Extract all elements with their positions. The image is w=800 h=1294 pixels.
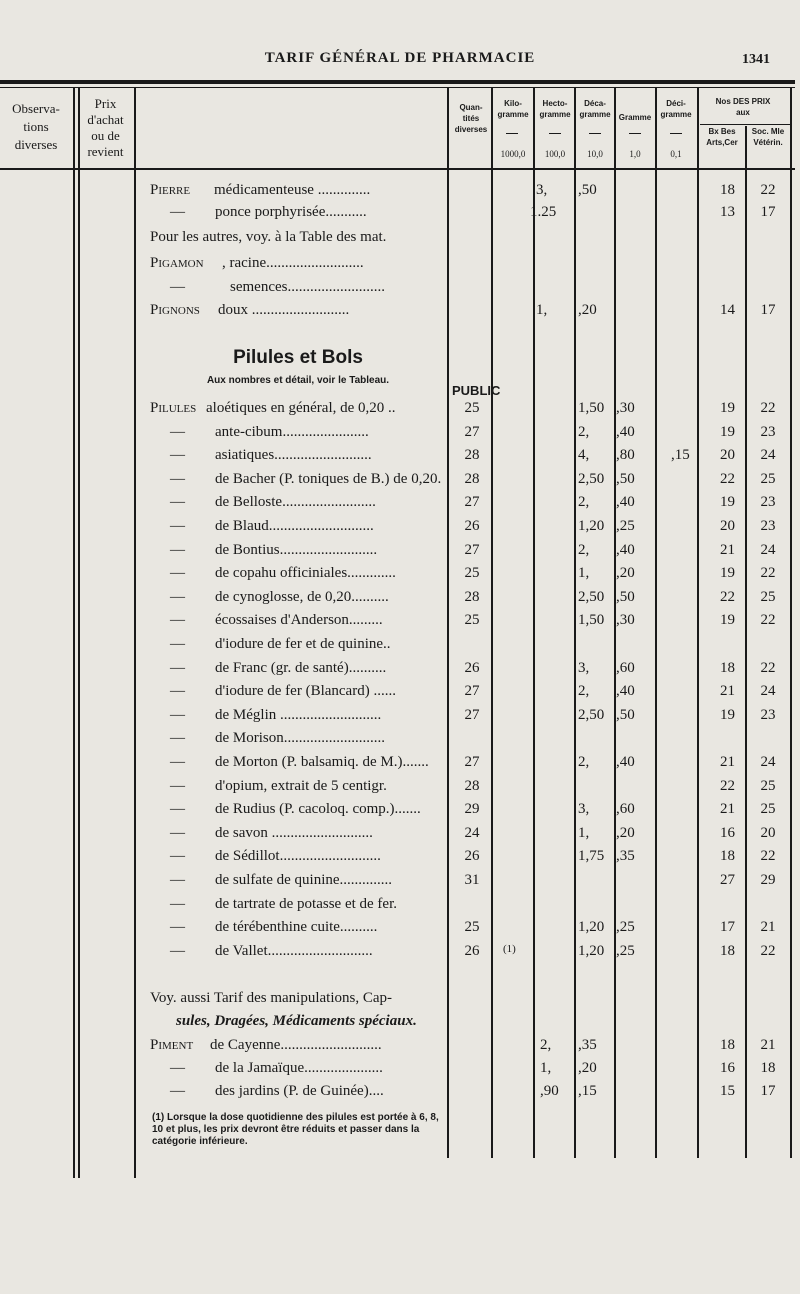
- nos-soc-cell: 29: [760, 872, 776, 888]
- entry-label: Pigamon: [150, 255, 204, 271]
- table-row: [0, 182, 800, 202]
- nos-arts-cell: 19: [720, 400, 735, 416]
- table-row: [0, 683, 800, 703]
- deca-cell: 1,20: [578, 942, 605, 959]
- ditto-dash: —: [170, 919, 185, 936]
- table-row: [0, 730, 800, 750]
- entry-name: écossaises d'Anderson.........: [215, 612, 383, 629]
- gramme-cell: ,60: [616, 659, 635, 676]
- entry-name: de térébenthine cuite..........: [215, 919, 378, 936]
- page-header-title: TARIF GÉNÉRAL DE PHARMACIE: [264, 50, 536, 66]
- nos-soc-cell: 22: [760, 659, 776, 676]
- entry-name: ponce porphyrisée...........: [215, 204, 367, 220]
- kilo-cell: (1): [503, 942, 516, 955]
- quantites-header: Quan- tités diverses: [454, 103, 488, 134]
- section-subtitle: Aux nombres et détail, voir le Tableau.: [206, 375, 390, 386]
- deca-cell: ,50: [578, 182, 597, 198]
- gramme-cell: ,40: [616, 683, 635, 700]
- nos-arts-cell: 21: [720, 541, 735, 558]
- entry-name: d'iodure de fer et de quinine..: [215, 636, 391, 652]
- ditto-dash: —: [170, 279, 185, 295]
- table-row: [0, 424, 800, 444]
- table-row: [0, 990, 800, 1010]
- table-row: [0, 612, 800, 632]
- entry-label: Pierre: [150, 182, 191, 198]
- nos-soc-cell: 21: [760, 919, 776, 936]
- deca-cell: 2,50: [578, 470, 605, 487]
- entry-name: de Blaud............................: [215, 518, 374, 534]
- gramme-cell: ,50: [616, 470, 635, 487]
- nos-arts-cell: 19: [720, 706, 735, 723]
- table-row: [0, 279, 800, 299]
- ditto-dash: —: [170, 541, 185, 558]
- entry-name: de Morison...........................: [215, 730, 385, 747]
- table-row: [0, 518, 800, 538]
- ditto-dash: —: [170, 588, 185, 605]
- ditto-dash: —: [170, 1083, 185, 1099]
- nos-arts-cell: 18: [720, 659, 735, 676]
- nos-arts-cell: 18: [720, 942, 735, 959]
- nos-prix-header: Nos DES PRIX aux: [715, 97, 771, 117]
- header-rule-bottom: [0, 168, 795, 170]
- nos-soc-cell: 18: [760, 1060, 776, 1076]
- deca-cell: 1,50: [578, 400, 605, 416]
- nos-arts-cell: 21: [720, 801, 735, 818]
- nos-arts-cell: 14: [720, 302, 735, 318]
- entry-name: semences..........................: [230, 279, 385, 295]
- header-rule-top: [0, 80, 795, 84]
- gramme-cell: ,25: [616, 518, 635, 534]
- entry-name: aloétiques en général, de 0,20 ..: [206, 400, 396, 416]
- table-row: [0, 801, 800, 821]
- ditto-dash: —: [170, 204, 185, 220]
- deca-cell: 2,: [578, 683, 590, 700]
- gramme-value: 1,0: [629, 149, 641, 159]
- entry-name: de Vallet............................: [215, 942, 373, 959]
- nos-arts-cell: 22: [720, 470, 735, 487]
- ditto-dash: —: [170, 824, 185, 841]
- ditto-dash: —: [170, 565, 185, 582]
- table-row: [0, 778, 800, 798]
- table-row: [0, 1060, 800, 1080]
- table-row: [0, 589, 800, 609]
- ditto-dash: —: [170, 777, 185, 794]
- nos-arts-cell: 18: [720, 1037, 735, 1053]
- nos-arts-cell: 19: [720, 423, 735, 440]
- ditto-dash: —: [170, 518, 185, 534]
- hecto-cell: 1,: [540, 1060, 552, 1076]
- ditto-dash: —: [170, 801, 185, 818]
- footnote: (1) Lorsque la dose quotidienne des pilules est portée à 6, 8, 10 et plus, les prix devront être réduits et passer dans la catégorie inférieure.: [152, 1112, 439, 1147]
- entry-name: de Morton (P. balsamiq. de M.).......: [215, 754, 429, 770]
- table-row: [0, 943, 800, 963]
- deca-cell: 3,: [578, 659, 590, 676]
- gramme-header: Gramme: [618, 113, 652, 122]
- quantite-cell: 24: [464, 824, 480, 841]
- nos-arts-cell: 16: [720, 824, 735, 841]
- nos-soc-cell: 22: [760, 848, 776, 865]
- entry-name: doux ..........................: [218, 302, 350, 318]
- gramme-cell: ,30: [616, 400, 635, 416]
- table-row: [0, 229, 800, 249]
- ditto-dash: —: [170, 942, 185, 959]
- nos-soc-cell: 23: [760, 494, 776, 511]
- deca-cell: ,35: [578, 1037, 597, 1053]
- table-row: [0, 471, 800, 491]
- quantite-cell: 26: [464, 942, 480, 959]
- nos-arts-cell: 19: [720, 565, 735, 582]
- ditto-dash: —: [170, 659, 185, 676]
- entry-name: de copahu officiniales.............: [215, 565, 396, 582]
- hecto-cell: ,90: [540, 1083, 559, 1099]
- nos-soc-cell: 25: [760, 777, 776, 794]
- deca-cell: 2,: [578, 494, 590, 511]
- header-rule-top-thin: [0, 87, 795, 88]
- ditto-dash: —: [170, 730, 185, 747]
- deca-cell: 2,50: [578, 588, 605, 605]
- entry-name: médicamenteuse ..............: [214, 182, 371, 198]
- quantite-cell: 28: [464, 447, 480, 464]
- table-row: [0, 255, 800, 275]
- entry-name: de savon ...........................: [215, 824, 373, 841]
- gramme-cell: ,40: [616, 754, 635, 770]
- gramme-cell: ,20: [616, 565, 635, 582]
- ditto-dash: —: [170, 895, 185, 912]
- observations-header: Observa- tions diverses: [12, 101, 60, 152]
- nos-arts-cell: 19: [720, 494, 735, 511]
- kilo-header: Kilo- gramme: [497, 99, 529, 119]
- deca-cell: 1,20: [578, 919, 605, 936]
- nos-arts-cell: 22: [720, 777, 735, 794]
- deca-cell: 2,50: [578, 706, 605, 723]
- dash-deci: [670, 133, 682, 134]
- entry-name: de la Jamaïque.....................: [215, 1060, 383, 1076]
- quantite-cell: 27: [464, 754, 480, 770]
- entry-name: de cynoglosse, de 0,20..........: [215, 588, 389, 605]
- nos-soc-cell: 17: [760, 1083, 776, 1099]
- table-row: [0, 754, 800, 774]
- deca-cell: 1,20: [578, 518, 605, 534]
- ditto-dash: —: [170, 447, 185, 464]
- entry-name: de Franc (gr. de santé)..........: [215, 659, 387, 676]
- table-row: [0, 1013, 800, 1033]
- dash-gramme: [629, 133, 641, 134]
- entry-label: Piment: [150, 1037, 194, 1053]
- see-also: sules, Dragées, Médicaments spéciaux.: [176, 1013, 417, 1029]
- quantite-cell: 28: [464, 588, 480, 605]
- gramme-cell: ,50: [616, 588, 635, 605]
- nos-soc-cell: 22: [760, 400, 776, 416]
- entry-name: de Bontius..........................: [215, 541, 378, 558]
- nos-arts-cell: 20: [720, 447, 735, 464]
- quantite-cell: 25: [464, 400, 480, 416]
- nos-split-rule: [700, 124, 790, 125]
- quantite-cell: 27: [464, 494, 480, 511]
- nos-soc-cell: 23: [760, 518, 776, 534]
- nos-soc-cell: 22: [760, 942, 776, 959]
- gramme-cell: ,80: [616, 447, 635, 464]
- ditto-dash: —: [170, 848, 185, 865]
- table-row: [0, 302, 800, 322]
- deca-cell: 3,: [578, 801, 590, 818]
- table-row: [0, 565, 800, 585]
- gramme-cell: ,40: [616, 541, 635, 558]
- nos-soc-cell: 23: [760, 423, 776, 440]
- cross-reference: Pour les autres, voy. à la Table des mat.: [150, 229, 387, 245]
- table-row: [0, 542, 800, 562]
- nos-soc-cell: 24: [760, 683, 776, 700]
- table-row: [0, 848, 800, 868]
- entry-name: de tartrate de potasse et de fer.: [215, 895, 397, 912]
- ditto-dash: —: [170, 1060, 185, 1076]
- deca-cell: 4,: [578, 447, 590, 464]
- gramme-cell: ,40: [616, 423, 635, 440]
- table-row: [0, 872, 800, 892]
- entry-name: asiatiques..........................: [215, 447, 372, 464]
- entry-name: ante-cibum.......................: [215, 423, 369, 440]
- hecto-cell: 1.25: [530, 204, 557, 220]
- deci-cell: ,15: [671, 447, 690, 464]
- nos-soc-cell: 21: [760, 1037, 776, 1053]
- library-stamp: PUBLIC: [452, 383, 501, 398]
- deci-header: Déci- gramme: [660, 99, 692, 119]
- quantite-cell: 25: [464, 919, 480, 936]
- quantite-cell: 27: [464, 541, 480, 558]
- dash-kilo: [506, 133, 518, 134]
- entry-label: Pilules: [150, 400, 197, 416]
- quantite-cell: 29: [464, 801, 480, 818]
- entry-name: d'opium, extrait de 5 centigr.: [215, 777, 387, 794]
- nos-soc-cell: 22: [760, 182, 776, 198]
- deca-cell: 2,: [578, 423, 590, 440]
- gramme-cell: ,30: [616, 612, 635, 629]
- deca-cell: 1,: [578, 565, 590, 582]
- entry-name: de Sédillot...........................: [215, 848, 381, 865]
- page-number: 1341: [742, 52, 770, 67]
- nos-arts-cell: 16: [720, 1060, 735, 1076]
- nos-soc-cell: 22: [760, 612, 776, 629]
- gramme-cell: ,20: [616, 824, 635, 841]
- entry-name: de Cayenne...........................: [210, 1037, 382, 1053]
- nos-soc-cell: 25: [760, 588, 776, 605]
- nos-arts-cell: 22: [720, 588, 735, 605]
- deca-cell: ,20: [578, 302, 597, 318]
- table-row: [0, 707, 800, 727]
- quantite-cell: 31: [464, 872, 480, 888]
- quantite-cell: 27: [464, 683, 480, 700]
- nos-arts-cell: 27: [720, 872, 735, 888]
- deca-cell: 2,: [578, 754, 590, 770]
- gramme-cell: ,25: [616, 942, 635, 959]
- hecto-cell: 2,: [540, 1037, 552, 1053]
- entry-name: de Rudius (P. cacoloq. comp.).......: [215, 801, 421, 818]
- table-row: [0, 447, 800, 467]
- nos-soc-cell: 17: [760, 204, 776, 220]
- kilo-value: 1000,0: [500, 149, 526, 159]
- table-row: [0, 636, 800, 656]
- table-row: [0, 204, 800, 224]
- ditto-dash: —: [170, 706, 185, 723]
- nos-soc-cell: 20: [760, 824, 776, 841]
- table-row: [0, 919, 800, 939]
- gramme-cell: ,60: [616, 801, 635, 818]
- kilo-cell: 3,: [536, 182, 548, 198]
- entry-name: , racine..........................: [222, 255, 364, 271]
- nos-arts-cell: 15: [720, 1083, 735, 1099]
- nos-arts-cell: 17: [720, 919, 735, 936]
- table-row: [0, 494, 800, 514]
- section-title: Pilules et Bols: [233, 347, 363, 368]
- deca-header: Déca- gramme: [579, 99, 611, 119]
- quantite-cell: 26: [464, 848, 480, 865]
- table-row: [0, 896, 800, 916]
- deca-cell: 1,75: [578, 848, 605, 865]
- ditto-dash: —: [170, 683, 185, 700]
- dash-deca: [589, 133, 601, 134]
- table-row: [0, 660, 800, 680]
- entry-name: de sulfate de quinine..............: [215, 872, 393, 888]
- quantite-cell: 26: [464, 518, 480, 534]
- see-also: Voy. aussi Tarif des manipulations, Cap-: [150, 990, 392, 1006]
- nos-soc-header: Soc. Mle Vétérin.: [751, 127, 785, 147]
- deca-cell: 1,50: [578, 612, 605, 629]
- entry-name: d'iodure de fer (Blancard) ......: [215, 683, 396, 700]
- entry-name: des jardins (P. de Guinée)....: [215, 1083, 384, 1099]
- table-row: [0, 825, 800, 845]
- gramme-cell: ,40: [616, 494, 635, 511]
- ditto-dash: —: [170, 754, 185, 770]
- gramme-cell: ,25: [616, 919, 635, 936]
- table-row: [0, 1037, 800, 1057]
- nos-soc-cell: 25: [760, 801, 776, 818]
- quantite-cell: 27: [464, 706, 480, 723]
- table-row: [0, 400, 800, 420]
- nos-soc-cell: 24: [760, 754, 776, 770]
- quantite-cell: 25: [464, 565, 480, 582]
- nos-arts-cell: 13: [720, 204, 735, 220]
- kilo-cell: 1,: [536, 302, 548, 318]
- nos-arts-cell: 20: [720, 518, 735, 534]
- nos-arts-cell: 19: [720, 612, 735, 629]
- gramme-cell: ,35: [616, 848, 635, 865]
- deca-value: 10,0: [587, 149, 603, 159]
- nos-soc-cell: 22: [760, 565, 776, 582]
- dash-hecto: [549, 133, 561, 134]
- nos-soc-cell: 23: [760, 706, 776, 723]
- ditto-dash: —: [170, 423, 185, 440]
- ditto-dash: —: [170, 636, 185, 652]
- hecto-value: 100,0: [544, 149, 566, 159]
- deca-cell: ,15: [578, 1083, 597, 1099]
- nos-arts-header: Bx Bes Arts,Cer: [706, 127, 738, 147]
- nos-arts-cell: 18: [720, 848, 735, 865]
- deca-cell: 2,: [578, 541, 590, 558]
- nos-arts-cell: 21: [720, 754, 735, 770]
- prix-header: Prix d'achat ou de revient: [87, 96, 124, 159]
- nos-arts-cell: 21: [720, 683, 735, 700]
- ditto-dash: —: [170, 872, 185, 888]
- deca-cell: 1,: [578, 824, 590, 841]
- deci-value: 0,1: [670, 149, 682, 159]
- table-row: [0, 1083, 800, 1103]
- ditto-dash: —: [170, 612, 185, 629]
- hecto-header: Hecto- gramme: [539, 99, 571, 119]
- quantite-cell: 27: [464, 423, 480, 440]
- entry-label: Pignons: [150, 302, 200, 318]
- gramme-cell: ,50: [616, 706, 635, 723]
- nos-soc-cell: 24: [760, 447, 776, 464]
- quantite-cell: 28: [464, 777, 480, 794]
- ditto-dash: —: [170, 494, 185, 511]
- deca-cell: ,20: [578, 1060, 597, 1076]
- quantite-cell: 25: [464, 612, 480, 629]
- nos-soc-cell: 25: [760, 470, 776, 487]
- entry-name: de Méglin ...........................: [215, 706, 382, 723]
- nos-soc-cell: 17: [760, 302, 776, 318]
- ditto-dash: —: [170, 470, 185, 487]
- entry-name: de Bacher (P. toniques de B.) de 0,20.: [215, 470, 442, 487]
- entry-name: de Belloste.........................: [215, 494, 376, 511]
- quantite-cell: 28: [464, 470, 480, 487]
- nos-soc-cell: 24: [760, 541, 776, 558]
- quantite-cell: 26: [464, 659, 480, 676]
- nos-arts-cell: 18: [720, 182, 735, 198]
